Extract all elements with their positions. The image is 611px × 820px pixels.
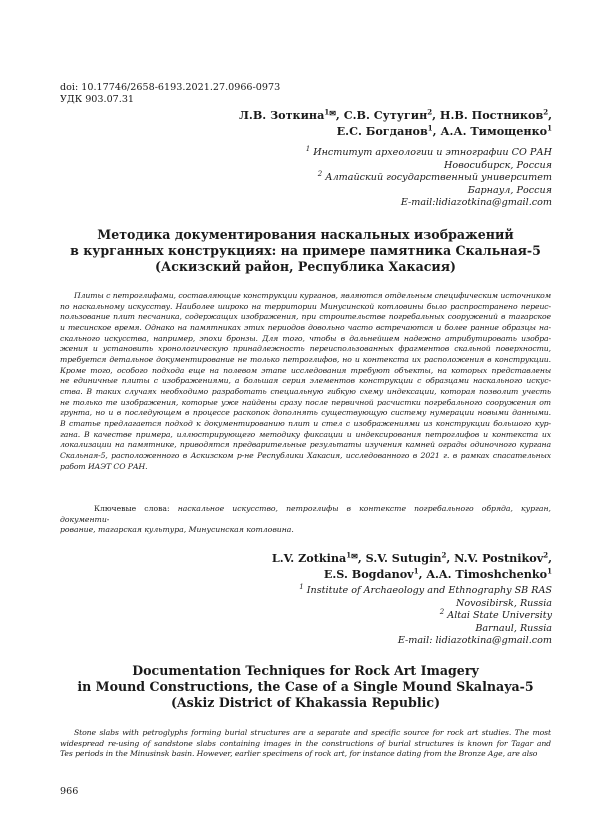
abstract-line: В статье предлагается подход к документированию плит и стел с изображениями из конструкции большого кур- xyxy=(60,418,551,428)
ru-keywords-line xyxy=(60,504,551,525)
envelope-icon: ✉ xyxy=(329,108,336,118)
affiliation-text: Institute of Archaeology and Ethnography SB RAS xyxy=(303,585,552,596)
ru-affiliation-line: Барнаул, Россия xyxy=(467,184,552,196)
en-author-name: E.S. Bogdanov xyxy=(323,567,414,581)
en-author-name: L.V. Zotkina xyxy=(271,551,347,565)
en-author-separator: , xyxy=(548,551,552,565)
affiliation-sup: 2 xyxy=(441,550,447,560)
en-author-name: , S.V. Sutugin xyxy=(357,551,442,565)
affiliation-sup: 2 xyxy=(427,107,433,117)
affiliation-sup: 2 xyxy=(439,607,445,616)
page-number: 966 xyxy=(60,786,79,797)
affiliation-sup: 2 xyxy=(543,550,549,560)
affiliation-text: Altai State University xyxy=(444,610,552,621)
abstract-line: и тесинское время. Однако на памятниках этих периодов довольно часто встречаются и более ранние образцы на- xyxy=(60,322,551,332)
ru-author-name: Л.В. Зоткина xyxy=(239,108,325,122)
udk-code: УДК 903.07.31 xyxy=(60,94,135,105)
abstract-line: widespread re-using of sandstone slabs containing images in the constructions of burial structures is known for Tagar and xyxy=(60,738,551,748)
ru-title-line: Методика документирования наскальных изображений xyxy=(97,227,514,242)
keywords-text: рование, тагарская культура, Минусинская котловина. xyxy=(60,525,294,535)
affiliation-sup: 1 xyxy=(427,123,433,133)
abstract-line: локализации на памятнике, приводятся предварительные результаты изучения камней ограды одиночного кургана xyxy=(60,440,551,450)
affiliation-sup: 1 xyxy=(413,566,419,576)
en-authors-line-2 xyxy=(324,567,552,582)
en-title-line: in Mound Constructions, the Case of a Single Mound Skalnaya-5 xyxy=(77,679,534,694)
abstract-line: грунта, но и в последующем в процессе раскопок дополнять существующую систему нумерации новыми данными. xyxy=(60,408,551,418)
ru-affiliations xyxy=(305,144,552,210)
abstract-line: жения и установить хронологическую принадлежность переиспользованных фрагментов скальной поверхности, xyxy=(60,344,551,354)
affiliation-text: Алтайский государственный университет xyxy=(322,172,552,183)
ru-keywords xyxy=(60,504,551,536)
en-affiliations xyxy=(299,582,552,648)
ru-author-name: , Н.В. Постников xyxy=(432,108,544,122)
en-authors-line-1 xyxy=(272,551,552,566)
affiliation-sup: 1 xyxy=(547,566,552,576)
ru-abstract xyxy=(60,291,551,472)
abstract-line: Плиты с петроглифами, составляющие конструкции курганов, являются отдельным специфическим источником xyxy=(74,291,551,300)
abstract-line: не единичные плиты с изображениями, а большая серия элементов конструкции с образцами наскального искус- xyxy=(60,376,551,386)
abstract-line: требуется детальное документирование не только петроглифов, но и контекста их расположения в конструкции. xyxy=(60,354,551,364)
ru-author-name: , А.А. Тимощенко xyxy=(432,124,548,138)
ru-authors-line-1 xyxy=(239,108,552,123)
affiliation-sup: 2 xyxy=(543,107,549,117)
ru-authors-line-2 xyxy=(337,124,552,139)
en-affiliation-line xyxy=(299,582,552,598)
abstract-line: пользование плит песчаника, содержащих изображения, при строительстве погребальных сооружений в тагарское xyxy=(60,312,551,322)
abstract-line: не только те изображения, которые уже найдены сразу после первичной расчистки погребального сооружения от xyxy=(60,397,551,407)
envelope-icon: ✉ xyxy=(351,551,358,561)
affiliation-sup: 1 xyxy=(299,582,304,591)
abstract-line: Stone slabs with petroglyphs forming burial structures are a separate and specific source for rock art studies. The most xyxy=(74,728,551,737)
en-affiliation-line: Barnaul, Russia xyxy=(475,622,552,634)
abstract-line: ства. В таких случаях необходимо разработать специальную гибкую схему индексации, которая позволит учесть xyxy=(60,386,551,396)
affiliation-text: Институт археологии и этнографии СО РАН xyxy=(310,147,552,158)
ru-title-line: в курганных конструкциях: на примере памятника Скальная-5 xyxy=(70,243,541,258)
en-title-line: Documentation Techniques for Rock Art Imagery xyxy=(132,663,479,678)
en-email: E-mail: lidiazotkina@gmail.com xyxy=(397,635,552,646)
en-abstract xyxy=(60,728,551,760)
abstract-line: скального искусства, например, эпохи бронзы. Для того, чтобы в дальнейшем надежно атрибутировать изобра- xyxy=(60,333,551,343)
affiliation-sup: 1 xyxy=(346,550,352,560)
doi: doi: 10.17746/2658-6193.2021.27.0966-0973 xyxy=(60,82,281,93)
ru-author-name: Е.С. Богданов xyxy=(336,124,428,138)
abstract-line: работ ИАЭТ СО РАН. xyxy=(60,461,148,471)
keywords-label: Ключевые слова: xyxy=(94,504,178,513)
abstract-line: по наскальному искусству. Наиболее широко на территории Минусинской котловины было распространено переис- xyxy=(60,301,551,311)
affiliation-sup: 1 xyxy=(547,123,552,133)
affiliation-sup: 1 xyxy=(324,107,330,117)
abstract-line: Кроме того, особого подхода еще на полевом этапе исследования требуют объекты, на которых представлены xyxy=(60,365,551,375)
en-affiliation-line xyxy=(299,607,552,623)
ru-author-separator: , xyxy=(548,108,552,122)
ru-title-line: (Аскизский район, Республика Хакасия) xyxy=(154,259,457,274)
abstract-line: Tes periods in the Minusinsk basin. However, earlier specimens of rock art, for instance dating from the Bronze Age, are also xyxy=(60,749,538,759)
ru-affiliation-line xyxy=(305,144,552,160)
affiliation-sup: 2 xyxy=(317,169,323,178)
ru-author-name: , С.В. Сутугин xyxy=(335,108,428,122)
en-author-name: , A.A. Timoshchenko xyxy=(418,567,548,581)
ru-title xyxy=(60,227,551,275)
abstract-line: гана. В качестве примера, иллюстрирующего методику фиксации и индексирования петроглифов и контекста их xyxy=(60,429,551,439)
en-author-name: , N.V. Postnikov xyxy=(446,551,544,565)
ru-affiliation-line xyxy=(306,169,552,185)
abstract-line: Скальная-5, расположенного в Аскизском р-не Республики Хакасия, исследованного в 2021 г. в рамках спасательных xyxy=(60,450,551,460)
en-title-line: (Askiz District of Khakassia Republic) xyxy=(170,695,441,710)
ru-affiliation-line: Новосибирск, Россия xyxy=(444,159,552,171)
en-title xyxy=(60,663,551,711)
en-affiliation-line: Novosibirsk, Russia xyxy=(455,597,552,609)
affiliation-sup: 1 xyxy=(305,144,311,153)
keywords-text: наскальное искусство, петроглифы в контексте погребального обряда, курган, документи- xyxy=(60,504,551,524)
ru-email: E-mail:lidiazotkina@gmail.com xyxy=(400,197,552,208)
